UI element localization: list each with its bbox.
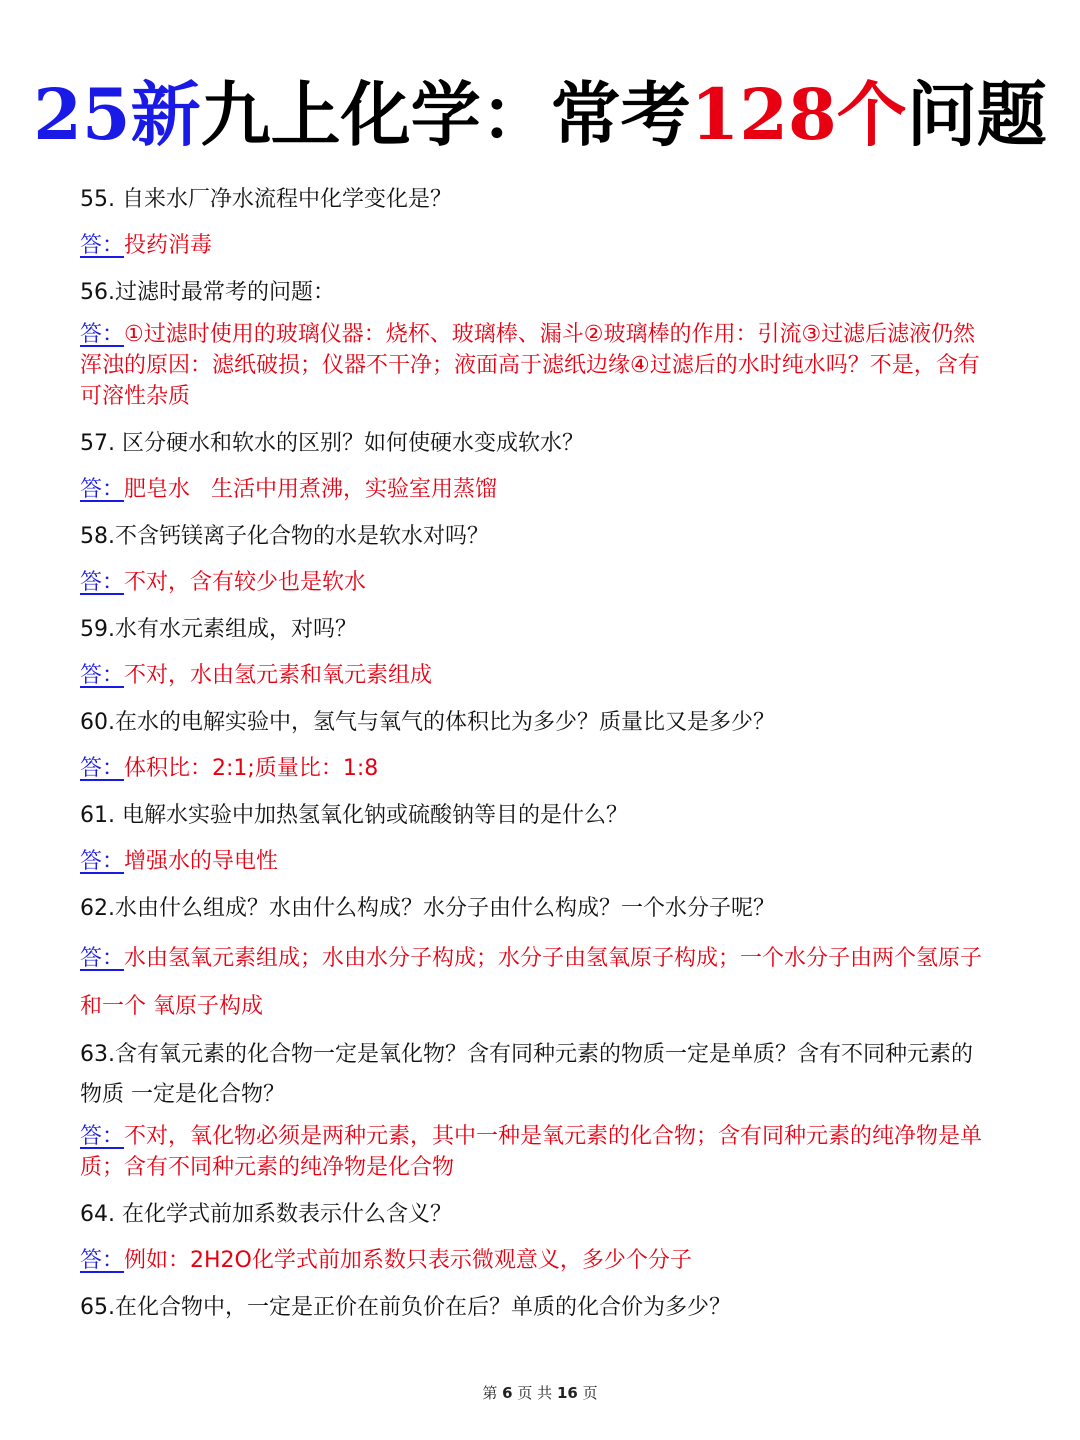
answer-text: 水由氢氧元素组成；水由水分子构成；水分子由氢氧原子构成；一个水分子由两个氢原子和一个 氧原子构成 — [80, 946, 983, 1019]
question-62: 62.水由什么组成？水由什么构成？水分子由什么构成？一个水分子呢？ — [80, 896, 775, 921]
answer-label: 答： — [80, 570, 125, 595]
answer-63 — [80, 1121, 990, 1183]
title-part-black: 九上化学：常考 — [200, 73, 691, 156]
page-title — [0, 70, 1080, 160]
answer-label: 答： — [80, 849, 125, 874]
page-footer — [0, 1382, 1080, 1403]
question-59: 59.水有水元素组成，对吗？ — [80, 617, 357, 642]
title-part-red: 128个 — [690, 73, 907, 156]
question-63: 63.含有氧元素的化合物一定是氧化物？含有同种元素的物质一定是单质？含有不同种元素的物质 一定是化合物？ — [80, 1042, 973, 1107]
answer-60 — [80, 749, 990, 789]
question-61: 61. 电解水实验中加热氢氧化钠或硫酸钠等目的是什么？ — [80, 803, 628, 828]
answer-59 — [80, 656, 990, 696]
answer-label: 答： — [80, 756, 125, 781]
answer-58 — [80, 563, 990, 603]
question-64: 64. 在化学式前加系数表示什么含义？ — [80, 1202, 452, 1227]
question-60: 60.在水的电解实验中，氢气与氧气的体积比为多少？质量比又是多少？ — [80, 710, 775, 735]
answer-text: 不对，氧化物必须是两种元素，其中一种是氧元素的化合物；含有同种元素的纯净物是单质；含有不同种元素的纯净物是化合物 — [80, 1124, 983, 1180]
answer-label: 答： — [80, 1248, 125, 1273]
answer-64 — [80, 1241, 990, 1281]
question-58: 58.不含钙镁离子化合物的水是软水对吗？ — [80, 524, 489, 549]
footer-mid: 页 共 — [517, 1384, 553, 1402]
answer-label: 答： — [80, 477, 125, 502]
answer-label: 答： — [80, 1124, 125, 1149]
answer-label: 答： — [80, 233, 125, 258]
question-65: 65.在化合物中，一定是正价在前负价在后？单质的化合价为多少？ — [80, 1295, 731, 1320]
footer-pre: 第 — [482, 1384, 498, 1402]
answer-label: 答： — [80, 322, 125, 347]
answer-text: 肥皂水 生活中用煮沸，实验室用蒸馏 — [124, 477, 497, 502]
qa-list — [80, 180, 990, 1334]
answer-text: 体积比：2:1;质量比：1:8 — [124, 756, 379, 781]
title-part-blue: 25新 — [33, 73, 201, 156]
question-57: 57. 区分硬水和软水的区别？如何使硬水变成软水？ — [80, 431, 584, 456]
title-part-black-end: 问题 — [906, 73, 1047, 156]
question-56: 56.过滤时最常考的问题： — [80, 280, 335, 305]
answer-text: ①过滤时使用的玻璃仪器：烧杯、玻璃棒、漏斗②玻璃棒的作用：引流③过滤后滤液仍然浑浊的原因：滤纸破损；仪器不干净；液面高于滤纸边缘④过滤后的水时纯水吗？不是，含有可溶性杂质 — [80, 322, 980, 409]
answer-text: 不对，水由氢元素和氧元素组成 — [124, 663, 433, 688]
answer-label: 答： — [80, 663, 125, 688]
answer-label: 答： — [80, 946, 125, 971]
answer-text: 投药消毒 — [124, 233, 213, 258]
answer-text: 例如：2H2O化学式前加系数只表示微观意义，多少个分子 — [124, 1248, 692, 1273]
footer-total-pages: 16 — [556, 1384, 578, 1402]
answer-56 — [80, 319, 990, 412]
answer-text: 增强水的导电性 — [124, 849, 279, 874]
footer-page-number: 6 — [502, 1384, 513, 1402]
answer-text: 不对，含有较少也是软水 — [124, 570, 367, 595]
footer-post: 页 — [582, 1384, 598, 1402]
answer-55 — [80, 226, 990, 266]
answer-62 — [80, 935, 990, 1031]
question-55: 55. 自来水厂净水流程中化学变化是？ — [80, 187, 452, 212]
answer-61 — [80, 842, 990, 882]
answer-57 — [80, 470, 990, 510]
